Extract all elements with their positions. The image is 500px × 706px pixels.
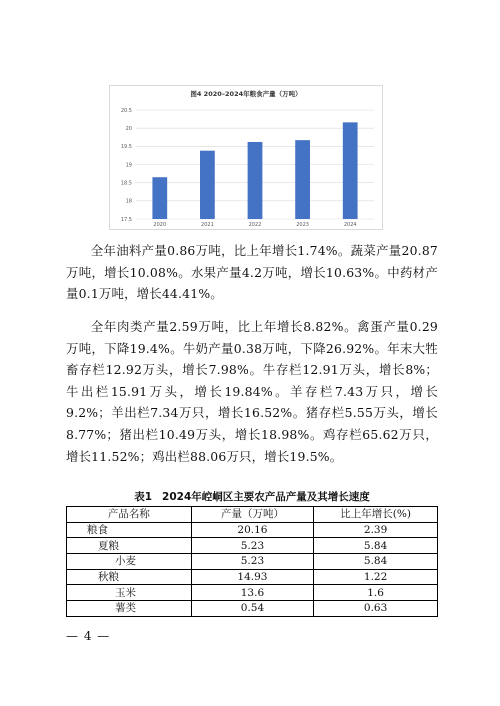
cell-name: 粮食	[67, 522, 192, 538]
paragraph-livestock	[66, 316, 438, 467]
x-tick-label: 2021	[201, 222, 214, 228]
x-tick-label: 2023	[296, 222, 309, 228]
bar	[295, 140, 310, 219]
bar	[248, 142, 263, 219]
cell-output: 5.23	[191, 538, 313, 554]
cell-growth: 0.63	[314, 601, 438, 617]
cell-growth: 5.84	[314, 554, 438, 570]
y-tick-label: 19.5	[120, 144, 132, 151]
y-tick-label: 20.5	[120, 107, 132, 114]
agri-products-table	[66, 506, 438, 617]
cell-output: 13.6	[191, 585, 313, 601]
cell-name: 薯类	[67, 601, 192, 617]
cell-growth: 1.22	[314, 569, 438, 585]
table-header-row	[67, 507, 438, 523]
cell-name: 夏粮	[67, 538, 192, 554]
table-caption	[66, 489, 438, 504]
table-title: 2024年崆峒区主要农产品产量及其增长速度	[162, 491, 370, 503]
y-tick-label: 20	[125, 125, 132, 132]
table-row	[67, 601, 438, 617]
paragraph-text: 全年油料产量0.86万吨，比上年增长1.74%。蔬菜产量20.87万吨，增长10.08%。水果产量4.2万吨，增长10.63%。中药材产量0.1万吨，增长44.41%。	[66, 243, 438, 302]
table-number: 表1	[134, 491, 153, 503]
bar	[343, 122, 358, 219]
x-tick-label: 2020	[153, 222, 167, 228]
cell-growth: 2.39	[314, 522, 438, 538]
bar	[152, 177, 167, 219]
table-row	[67, 554, 438, 570]
paragraph-text: 全年肉类产量2.59万吨，比上年增长8.82%。禽蛋产量0.29万吨，下降19.4%。牛奶产量0.38万吨，下降26.92%。年末大牲畜存栏12.92万头，增长7.98%。牛存栏12.91万头，增长8%；牛出栏15.91万头，增长19.84%。羊存栏7.43万只，增长9.2%；羊出栏7.34万只，增长16.52%。猪存栏5.55万头，增长8.77%；猪出栏10.49万头，增长18.98%。鸡存栏65.62万只，增长11.52%；鸡出栏88.06万只，增长19.5%。	[66, 319, 438, 464]
paragraph-crops	[66, 240, 438, 305]
chart-canvas	[110, 86, 384, 231]
cell-output: 14.93	[191, 569, 313, 585]
cell-name: 小麦	[67, 554, 192, 570]
table-row	[67, 538, 438, 554]
x-tick-label: 2022	[248, 222, 262, 228]
chart-title: 图4 2020–2024年粮食产量（万吨）	[190, 90, 302, 98]
x-tick-label: 2024	[343, 222, 357, 228]
y-tick-label: 19	[125, 162, 132, 169]
y-tick-label: 17.5	[120, 216, 132, 223]
table-row	[67, 522, 438, 538]
table-row	[67, 569, 438, 585]
cell-growth: 1.6	[314, 585, 438, 601]
page-number: — 4 —	[66, 629, 111, 643]
header-output: 产量（万吨）	[191, 507, 313, 523]
header-product-name: 产品名称	[67, 507, 192, 523]
cell-name: 玉米	[67, 585, 192, 601]
header-growth: 比上年增长(%)	[314, 507, 438, 523]
cell-growth: 5.84	[314, 538, 438, 554]
cell-name: 秋粮	[67, 569, 192, 585]
y-tick-label: 18.5	[120, 180, 132, 187]
grain-output-chart	[109, 85, 383, 230]
cell-output: 20.16	[191, 522, 313, 538]
cell-output: 0.54	[191, 601, 313, 617]
table-row	[67, 585, 438, 601]
cell-output: 5.23	[191, 554, 313, 570]
y-tick-label: 18	[125, 198, 132, 205]
bar	[200, 151, 215, 219]
